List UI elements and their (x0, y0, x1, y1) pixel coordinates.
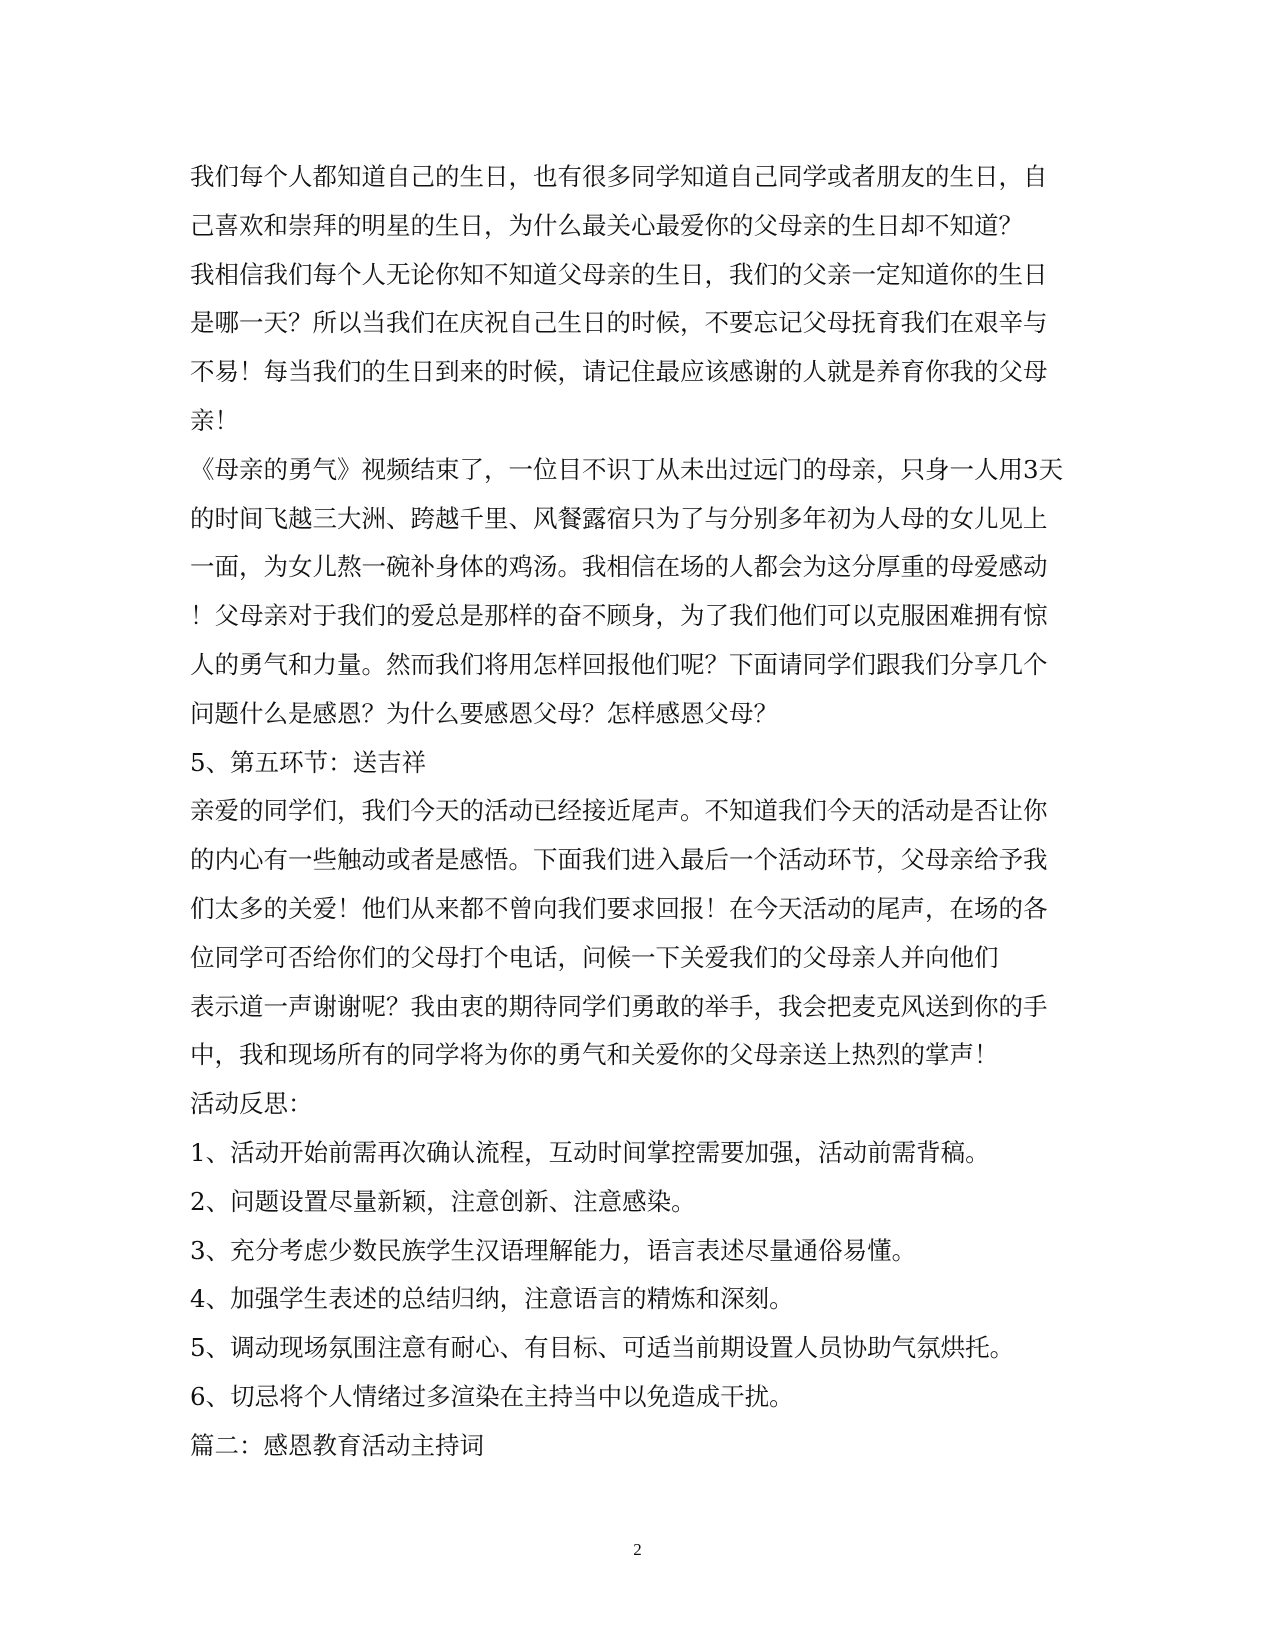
text-line: 位同学可否给你们的父母打个电话，问候一下关爱我们的父母亲人并向他们 (190, 942, 999, 972)
text-line: 亲爱的同学们，我们今天的活动已经接近尾声。不知道我们今天的活动是否让你 (190, 796, 1048, 826)
text-line: 不易！每当我们的生日到来的时候，请记住最应该感谢的人就是养育你我的父母 (190, 357, 1048, 387)
text-line: 我们每个人都知道自己的生日，也有很多同学知道自己同学或者朋友的生日，自 (190, 162, 1048, 191)
list-item: 1、活动开始前需再次确认流程，互动时间掌控需要加强，活动前需背稿。 (190, 1137, 990, 1167)
page-number: 2 (633, 1540, 642, 1559)
text-line: 是哪一天？所以当我们在庆祝自己生日的时候，不要忘记父母抚育我们在艰辛与 (190, 308, 1048, 338)
section-heading: 篇二：感恩教育活动主持词 (190, 1430, 484, 1460)
text-line: 人的勇气和力量。然而我们将用怎样回报他们呢？下面请同学们跟我们分享几个 (190, 649, 1048, 679)
section-heading: 5、第五环节：送吉祥 (190, 747, 427, 777)
list-item: 5、调动现场氛围注意有耐心、有目标、可适当前期设置人员协助气氛烘托。 (190, 1333, 1015, 1363)
text-line: 的内心有一些触动或者是感悟。下面我们进入最后一个活动环节，父母亲给予我 (190, 845, 1048, 875)
section-heading: 活动反思： (190, 1089, 313, 1119)
text-line: 亲！ (190, 405, 239, 435)
text-line: 的时间飞越三大洲、跨越千里、风餐露宿只为了与分别多年初为人母的女儿见上 (190, 503, 1048, 533)
text-line: 《母亲的勇气》视频结束了，一位目不识丁从未出过远门的母亲，只身一人用3天 (190, 454, 1064, 484)
text-line: 我相信我们每个人无论你知不知道父母亲的生日，我们的父亲一定知道你的生日 (190, 259, 1048, 289)
text-line: 中，我和现场所有的同学将为你的勇气和关爱你的父母亲送上热烈的掌声！ (190, 1040, 999, 1070)
text-line: 一面，为女儿熬一碗补身体的鸡汤。我相信在场的人都会为这分厚重的母爱感动 (190, 552, 1048, 582)
list-item: 6、切忌将个人情绪过多渲染在主持当中以免造成干扰。 (190, 1381, 794, 1411)
list-item: 2、问题设置尽量新颖，注意创新、注意感染。 (190, 1186, 696, 1216)
text-line: 问题什么是感恩？为什么要感恩父母？怎样感恩父母？ (190, 698, 778, 728)
list-item: 3、充分考虑少数民族学生汉语理解能力，语言表述尽量通俗易懂。 (190, 1235, 917, 1265)
list-item: 4、加强学生表述的总结归纳，注意语言的精炼和深刻。 (190, 1284, 794, 1314)
text-line: 己喜欢和崇拜的明星的生日，为什么最关心最爱你的父母亲的生日却不知道？ (190, 210, 1023, 240)
text-line: ！父母亲对于我们的爱总是那样的奋不顾身，为了我们他们可以克服困难拥有惊 (190, 601, 1048, 631)
document-body (190, 153, 1090, 1471)
text-line: 表示道一声谢谢呢？我由衷的期待同学们勇敢的举手，我会把麦克风送到你的手 (190, 991, 1048, 1021)
text-line: 们太多的关爱！他们从来都不曾向我们要求回报！在今天活动的尾声，在场的各 (190, 893, 1048, 923)
